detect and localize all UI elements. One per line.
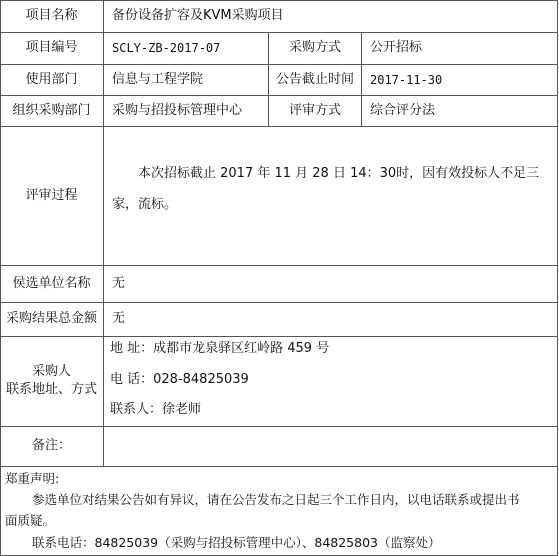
declaration-contact: 联系电话：84825039（采购与招投标管理中心）、84825803（监察处）: [32, 535, 441, 550]
deadline-label: 公告截止时间: [275, 71, 354, 87]
deadline-value: 2017-11-30: [370, 72, 443, 87]
review-process-text: 本次招标截止 2017 年 11 月 28 日 14：30时，因有效投标人不足三家，流标。: [112, 166, 540, 212]
remarks-label: 备注：: [31, 438, 71, 453]
purchaser-label: [0, 336, 103, 426]
total-amount-label: 采购结果总金额: [5, 311, 97, 326]
purchaser-label-line1: 采购人: [31, 364, 71, 379]
org-dept-label: 组织采购部门: [12, 102, 91, 118]
candidate-label: 侯选单位名称: [12, 275, 91, 291]
total-amount-value: 无: [112, 311, 126, 326]
user-dept-label: 使用部门: [25, 71, 78, 87]
purchaser-address: 地 址：成都市龙泉驿区红岭路 459 号: [110, 341, 330, 356]
project-no-value: SCLY-ZB-2017-07: [112, 41, 221, 55]
org-dept-value: 采购与招投标管理中心: [112, 102, 243, 118]
procure-method-value: 公开招标: [370, 40, 423, 55]
declaration-line1: 参选单位对结果公告如有异议，请在公告发布之日起三个工作日内，以电话联系或提出书: [32, 492, 520, 507]
user-dept-value: 信息与工程学院: [112, 71, 204, 87]
grid-line: [0, 466, 558, 467]
project-no-label: 项目编号: [25, 40, 78, 55]
remarks-value: [104, 426, 558, 466]
procure-method-label: 采购方式: [288, 40, 341, 55]
project-name-label: 项目名称: [25, 8, 78, 23]
candidate-value: 无: [112, 275, 126, 291]
declaration-line2: 面质疑。: [5, 513, 56, 528]
review-process-label: 评审过程: [25, 187, 78, 203]
purchaser-label-line2: 联系地址、方式: [5, 382, 97, 397]
purchaser-contact: 联系人：徐老师: [110, 402, 202, 417]
review-method-value: 综合评分法: [370, 102, 436, 118]
purchaser-phone: 电 话：028-84825039: [110, 372, 249, 387]
review-method-label: 评审方式: [288, 102, 341, 118]
project-name-value: 备份设备扩容及KVM采购项目: [112, 8, 284, 23]
declaration-title: 郑重声明:: [5, 471, 60, 486]
